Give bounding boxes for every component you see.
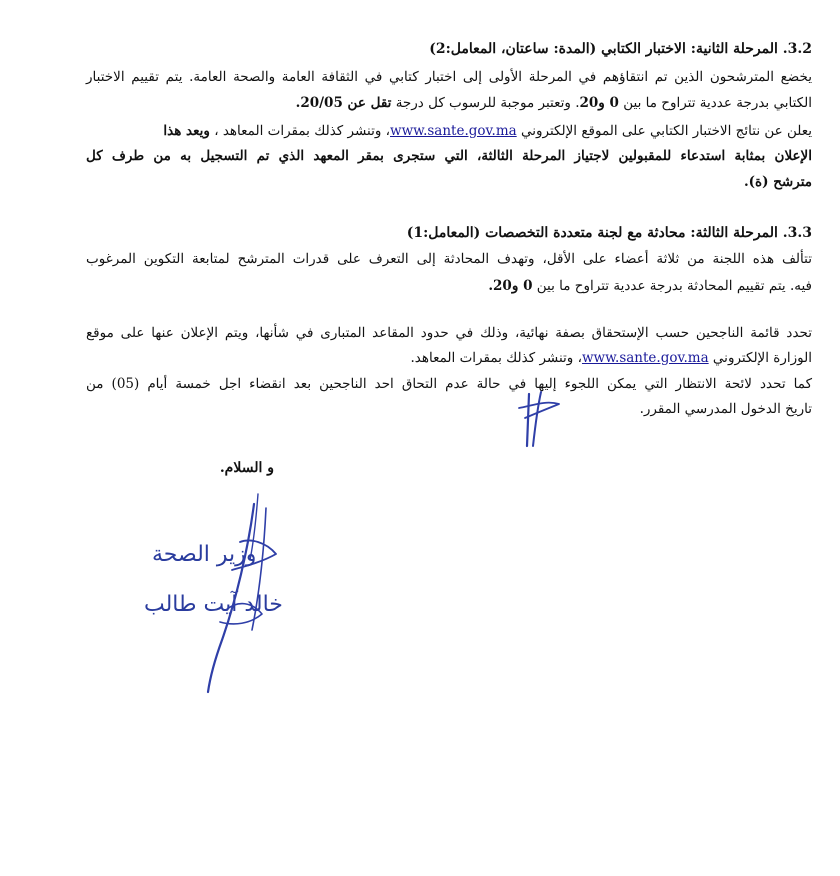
text-span-bold: ويعد هذا — [163, 123, 210, 139]
minister-title: وزير الصحة — [152, 542, 257, 567]
section-3-3-heading: 3.3. المرحلة الثالثة: محادثة مع لجنة متعددة التخصصات (المعامل:1) — [406, 225, 812, 241]
website-link[interactable]: www.sante.gov.ma — [581, 350, 709, 366]
section-3-2-line-3 — [163, 120, 812, 142]
text-span: . وتعتبر موجبة للرسوب كل درجة — [391, 95, 580, 111]
minister-name: خالد آيت طالب — [144, 592, 283, 617]
elimination-threshold: تقل عن 20/05. — [295, 95, 392, 111]
handwritten-signature — [180, 490, 300, 700]
section-3-2-heading: 3.2. المرحلة الثانية: الاختبار الكتابي (المدة: ساعتان، المعامل:2) — [429, 41, 812, 57]
score-range: 0 و20. — [488, 278, 533, 294]
section-3-3-line-1: تتألف هذه اللجنة من ثلاثة أعضاء على الأقل، وتهدف المحادثة إلى التعرف على قدرات المترشح لمتابعة التكوين المرغوب — [86, 251, 812, 267]
score-range: 0 و20 — [579, 95, 619, 111]
website-link[interactable]: www.sante.gov.ma — [390, 123, 517, 139]
section-3-2-line-1: يخضع المترشحون الذين تم انتقاؤهم في المرحلة الأولى إلى اختبار كتابي في الثقافة العامة والصحة العامة. يتم تقييم الاختبار — [86, 69, 812, 85]
section-3-3-line-2 — [488, 275, 812, 297]
text-span: الكتابي بدرجة عددية تتراوح ما بين — [618, 95, 812, 111]
section-3-2-line-5: مترشح (ة). — [743, 174, 812, 190]
section-3-2-line-4: الإعلان بمثابة استدعاء للمقبولين لاجتياز المرحلة الثالثة، التي ستجرى بمقر المعهد الذي تم التسجيل به من طرف كل — [86, 148, 812, 164]
text-span: فيه. يتم تقييم المحادثة بدرجة عددية تتراوح ما بين — [532, 278, 812, 294]
initials-mark — [515, 388, 565, 450]
text-span: الوزارة الإلكتروني — [708, 350, 812, 366]
final-p2-line-1: كما تحدد لائحة الانتظار التي يمكن اللجوء إليها في حالة عدم التحاق احد الناجحين بعد انقضاء اجل خمسة أيام (05) من — [86, 376, 812, 392]
text-span: ، وتنشر كذلك بمقرات المعاهد. — [410, 350, 582, 366]
final-p1-line-2 — [411, 347, 813, 369]
section-3-2-line-2 — [296, 92, 812, 114]
text-span: يعلن عن نتائج الاختبار الكتابي على الموقع الإلكتروني — [516, 123, 812, 139]
text-span: ، وتنشر كذلك بمقرات المعاهد ، — [209, 123, 391, 139]
final-p1-line-1: تحدد قائمة الناجحين حسب الإستحقاق بصفة نهائية، وذلك في حدود المقاعد المتبارى في شأنها، ويتم الإعلان عنها على موقع — [86, 325, 812, 341]
final-p2-line-2: تاريخ الدخول المدرسي المقرر. — [639, 401, 812, 417]
closing-salutation: و السلام. — [219, 460, 274, 476]
